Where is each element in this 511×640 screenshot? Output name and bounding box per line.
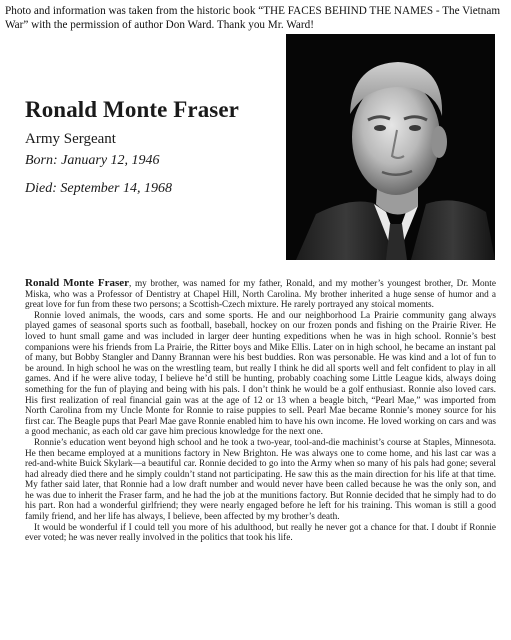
biography-paragraph: Ronnie loved animals, the woods, cars and some sports. He and our neighborhood La Prairie community gang always played games of seasonal sports such as football, baseball, hockey on our frozen ponds and fishing on the Prairie River. He loved to hunt small game and was included in larger deer hunting expeditions when he was in high school. Ronnie’s best companions were his friends from La Prairie, the Ritter boys and Mike Ellis. Later on in high school, he became an instant pal of many, but Bobby Stangler and Danny Brannan were his best buddies. Ron was personable. He was kind and a lot of fun to be around. In high school he was on the wrestling team, but really I think he did all sports well and felt confident to play in all games. And if he were alive today, I believe he’d still be hunting, probably coaching some Little League kids, always doing something for the fun of playing and being with his pals. I don’t think he would be a golf enthusiast. Ronnie also loved cars. His first realization of real financial gain was at the age of 12 or 13 when a beagle bitch, “Pearl Mae,” was imported from North Carolina from my Uncle Monte for Ronnie to raise puppies to sell. Pearl Mae became Ronnie’s money source for his first car. The Beagle pups that Pearl Mae gave Ronnie enabled him to have his own income. He loved working on cars and was a good mechanic, as each old car gave him precious knowledge for the next one.: [25, 310, 496, 438]
biography-paragraph: [25, 278, 496, 311]
birth-date: Born: January 12, 1946: [25, 153, 160, 168]
photo-credit-note: Photo and information was taken from the historic book “THE FACES BEHIND THE NAMES - The Vietnam War” with the permission of author Don Ward. Thank you Mr. Ward!: [5, 5, 501, 31]
biography-paragraph-text: , my brother, was named for my father, Ronald, and my mother’s youngest brother, Dr. Monte Miska, who was a Professor of Dentistry at Chapel Hill, North Carolina. My brother inherited a huge sense of humor and a great love for fun from these two persons; a Scottish-Czech mixture. He rarely portrayed any stoical moments.: [25, 279, 496, 311]
portrait-photo: [286, 34, 495, 260]
military-rank: Army Sergeant: [25, 131, 116, 147]
person-name: Ronald Monte Fraser: [25, 97, 239, 122]
death-date: Died: September 14, 1968: [25, 181, 172, 196]
biography-lead-name: Ronald Monte Fraser: [25, 277, 130, 289]
biography-paragraph: Ronnie’s education went beyond high school and he took a two-year, tool-and-die machinist’s course at Staples, Minnesota. He then became employed at a munitions factory in New Brighton. He was always one to come home, and his last car was a red-and-white Buick Skylark—a beautiful car. Ronnie decided to go into the Army when so many of his pals had gone; several had already died there and he simply couldn’t stand not participating. He saw this as the main direction for his life at that time. My father said later, that Ronnie had a low draft number and would never have been called because he was the only son, and he was due to inherit the Fraser farm, and he had the job at the munitions factory. But Ronnie decided that he simply had to do his part. Ron had a wonderful girlfriend; they were nearly engaged before he left for his training. This woman is still a good family friend, and her life has always, I believe, been affected by my brother’s death.: [25, 437, 496, 523]
biography-text: [25, 278, 496, 544]
biography-paragraph: It would be wonderful if I could tell you more of his adulthood, but really he never got a chance for that. I doubt if Ronnie ever voted; he was never really involved in the politics that took his life.: [25, 522, 496, 544]
